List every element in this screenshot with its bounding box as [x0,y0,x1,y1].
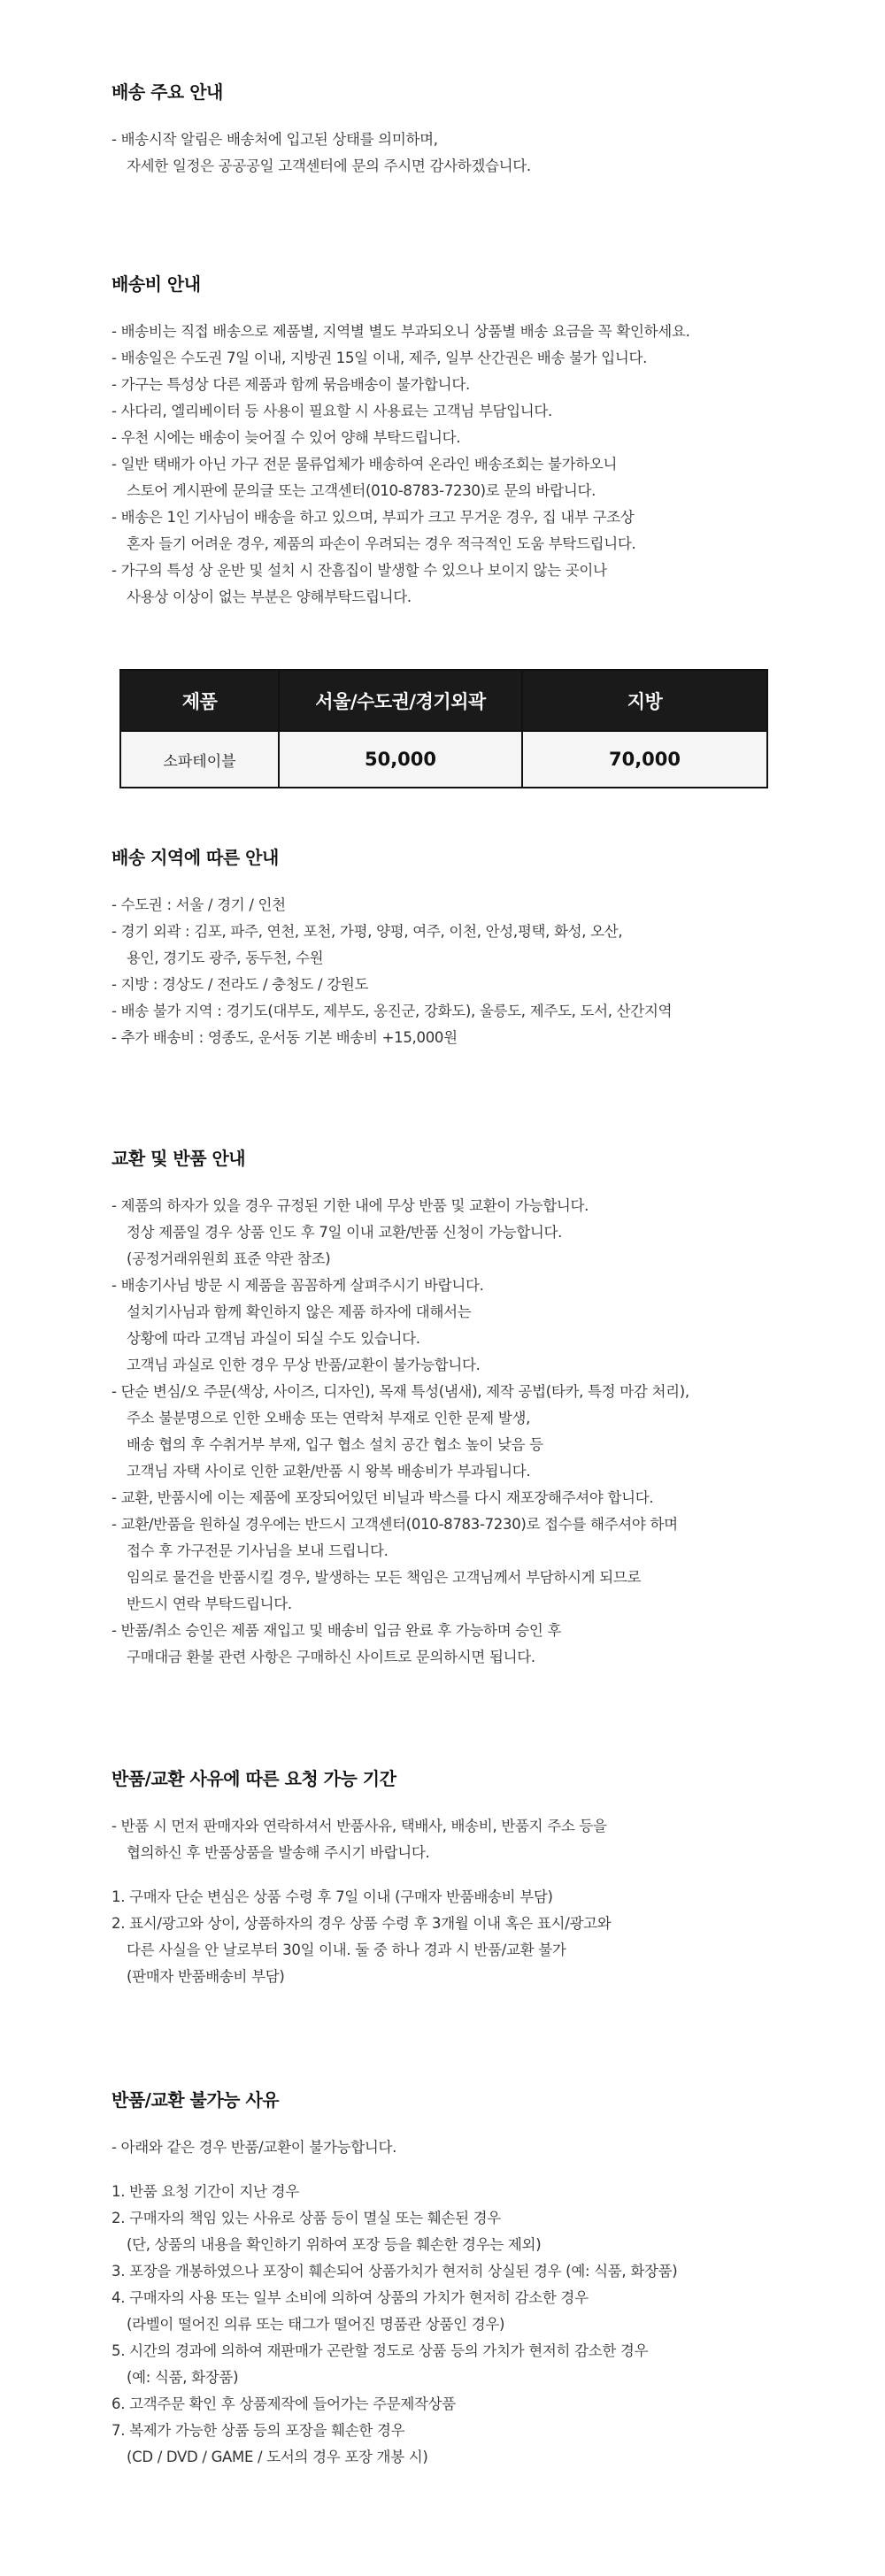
shipping-notice-section [112,78,784,180]
price-table [119,669,768,788]
shipping-notice-title: 배송 주요 안내 [112,81,223,103]
list-item: 2. 표시/광고와 상이, 상품하자의 경우 상품 수령 후 3개월 이내 혹은 표시/광고와 [112,1915,612,1932]
text-line: 혼자 들기 어려운 경우, 제품의 파손이 우려되는 경우 적극적인 도움 부탁드립니다. [127,535,636,552]
list-item: 1. 반품 요청 기간이 지난 경우 [112,2183,299,2200]
text-line: - 반품/취소 승인은 제품 재입고 및 배송비 입금 완료 후 가능하며 승인 후 [112,1622,562,1639]
price-table-cell-product: 소파테이블 [120,731,279,788]
list-item: (CD / DVD / GAME / 도서의 경우 포장 개봉 시) [127,2449,428,2465]
table-row [120,731,767,788]
price-table-header: 서울/수도권/경기외곽 [279,670,522,731]
text-line: 고객님 자택 사이로 인한 교환/반품 시 왕복 배송비가 부과됩니다. [127,1463,531,1480]
price-table-header-row [120,670,767,731]
text-line: - 일반 택배가 아닌 가구 전문 물류업체가 배송하여 온라인 배송조회는 불가하오니 [112,456,618,473]
text-line: (공정거래위원회 표준 약관 참조) [127,1250,331,1267]
list-item: 1. 구매자 단순 변심은 상품 수령 후 7일 이내 (구매자 반품배송비 부담) [112,1888,553,1905]
exchange-section [112,1144,784,1671]
price-table-header: 제품 [120,670,279,731]
period-section [112,1765,784,1990]
text-line: - 교환, 반품시에 이는 제품에 포장되어있던 비닐과 박스를 다시 재포장해주셔야 합니다. [112,1489,654,1506]
text-line: 주소 불분명으로 인한 오배송 또는 연락처 부재로 인한 문제 발생, [127,1410,531,1426]
list-item: (예: 식품, 화장품) [127,2369,239,2386]
text-line: - 가구는 특성상 다른 제품과 함께 묶음배송이 불가합니다. [112,376,470,393]
text-line: 접수 후 가구전문 기사님을 보내 드립니다. [127,1542,389,1559]
text-line: 정상 제품일 경우 상품 인도 후 7일 이내 교환/반품 신청이 가능합니다. [127,1224,563,1241]
list-item: 6. 고객주문 확인 후 상품제작에 들어가는 주문제작상품 [112,2395,456,2412]
list-item: 2. 구매자의 책임 있는 사유로 상품 등이 멸실 또는 훼손된 경우 [112,2210,501,2226]
text-line: 상황에 따라 고객님 과실이 되실 수도 있습니다. [127,1330,420,1347]
text-line: - 제품의 하자가 있을 경우 규정된 기한 내에 무상 반품 및 교환이 가능합니다. [112,1197,589,1214]
price-table-cell-price: 50,000 [279,731,522,788]
text-line: 협의하신 후 반품상품을 발송해 주시기 바랍니다. [127,1844,430,1861]
text-line: - 배송시작 알림은 배송처에 입고된 상태를 의미하며, [112,131,438,148]
price-table-header: 지방 [522,670,767,731]
price-table-cell-price: 70,000 [522,731,767,788]
region-title: 배송 지역에 따른 안내 [112,847,279,868]
text-line: 사용상 이상이 없는 부분은 양해부탁드립니다. [127,588,412,605]
list-item: (단, 상품의 내용을 확인하기 위하여 포장 등을 훼손한 경우는 제외) [127,2236,542,2253]
list-item: (판매자 반품배송비 부담) [127,1968,285,1985]
text-line: - 추가 배송비 : 영종도, 운서동 기본 배송비 +15,000원 [112,1029,458,1046]
text-line: - 교환/반품을 원하실 경우에는 반드시 고객센터(010-8783-7230)로 접수를 해주셔야 하며 [112,1516,678,1533]
text-line: - 배송 불가 지역 : 경기도(대부도, 제부도, 옹진군, 강화도), 울릉도, 제주도, 도서, 산간지역 [112,1003,673,1019]
text-line: 임의로 물건을 반품시킬 경우, 발생하는 모든 책임은 고객님께서 부담하시게 되므로 [127,1569,642,1586]
list-item: 3. 포장을 개봉하였으나 포장이 훼손되어 상품가치가 현저히 상실된 경우 (예: 식품, 화장품) [112,2263,678,2280]
text-line: 용인, 경기도 광주, 동두천, 수원 [127,950,324,966]
text-line: 배송 협의 후 수취거부 부재, 입구 협소 설치 공간 협소 높이 낮음 등 [127,1436,543,1453]
text-line: - 가구의 특성 상 운반 및 설치 시 잔흠집이 발생할 수 있으나 보이지 않는 곳이나 [112,562,607,579]
text-line: 고객님 과실로 인한 경우 무상 반품/교환이 불가능합니다. [127,1357,481,1373]
text-line: - 반품 시 먼저 판매자와 연락하셔서 반품사유, 택배사, 배송비, 반품지 주소 등을 [112,1818,607,1834]
text-line: - 배송비는 직접 배송으로 제품별, 지역별 별도 부과되오니 상품별 배송 요금을 꼭 확인하세요. [112,323,690,340]
shipping-fee-title: 배송비 안내 [112,273,201,295]
not-allowed-title: 반품/교환 불가능 사유 [112,2089,280,2111]
list-item: 7. 복제가 가능한 상품 등의 포장을 훼손한 경우 [112,2422,405,2439]
text-line: - 배송기사님 방문 시 제품을 꼼꼼하게 살펴주시기 바랍니다. [112,1277,484,1294]
text-line: 설치기사님과 함께 확인하지 않은 제품 하자에 대해서는 [127,1303,472,1320]
list-item: 다른 사실을 안 날로부터 30일 이내. 둘 중 하나 경과 시 반품/교환 불가 [127,1942,566,1958]
list-item: 4. 구매자의 사용 또는 일부 소비에 의하여 상품의 가치가 현저히 감소한 경우 [112,2289,589,2306]
not-allowed-section [112,2086,784,2471]
period-title: 반품/교환 사유에 따른 요청 가능 기간 [112,1768,396,1789]
region-section [112,843,784,1051]
text-line: - 경기 외곽 : 김포, 파주, 연천, 포천, 가평, 양평, 여주, 이천, 안성,평택, 화성, 오산, [112,923,623,940]
text-line: 반드시 연락 부탁드립니다. [127,1596,292,1612]
text-line: - 사다리, 엘리베이터 등 사용이 필요할 시 사용료는 고객님 부담입니다. [112,403,552,419]
shipping-fee-section [112,270,784,611]
text-line: 구매대금 환불 관련 사항은 구매하신 사이트로 문의하시면 됩니다. [127,1649,535,1665]
text-line: - 배송일은 수도권 7일 이내, 지방권 15일 이내, 제주, 일부 산간권은 배송 불가 입니다. [112,350,648,366]
exchange-title: 교환 및 반품 안내 [112,1148,246,1169]
text-line: 스토어 게시판에 문의글 또는 고객센터(010-8783-7230)로 문의 바랍니다. [127,482,596,499]
list-item: (라벨이 떨어진 의류 또는 태그가 떨어진 명품관 상품인 경우) [127,2316,505,2333]
text-line: 자세한 일정은 공공공일 고객센터에 문의 주시면 감사하겠습니다. [127,158,531,174]
text-line: - 배송은 1인 기사님이 배송을 하고 있으며, 부피가 크고 무거운 경우, 집 내부 구조상 [112,509,635,526]
text-line: - 우천 시에는 배송이 늦어질 수 있어 양해 부탁드립니다. [112,429,461,446]
text-line: - 지방 : 경상도 / 전라도 / 충청도 / 강원도 [112,976,369,993]
text-line: - 수도권 : 서울 / 경기 / 인천 [112,896,286,913]
list-item: 5. 시간의 경과에 의하여 재판매가 곤란할 정도로 상품 등의 가치가 현저히 감소한 경우 [112,2342,649,2359]
text-line: - 단순 변심/오 주문(색상, 사이즈, 디자인), 목재 특성(냄새), 제작 공법(타카, 특정 마감 처리), [112,1383,689,1400]
text-line: - 아래와 같은 경우 반품/교환이 불가능합니다. [112,2139,397,2156]
